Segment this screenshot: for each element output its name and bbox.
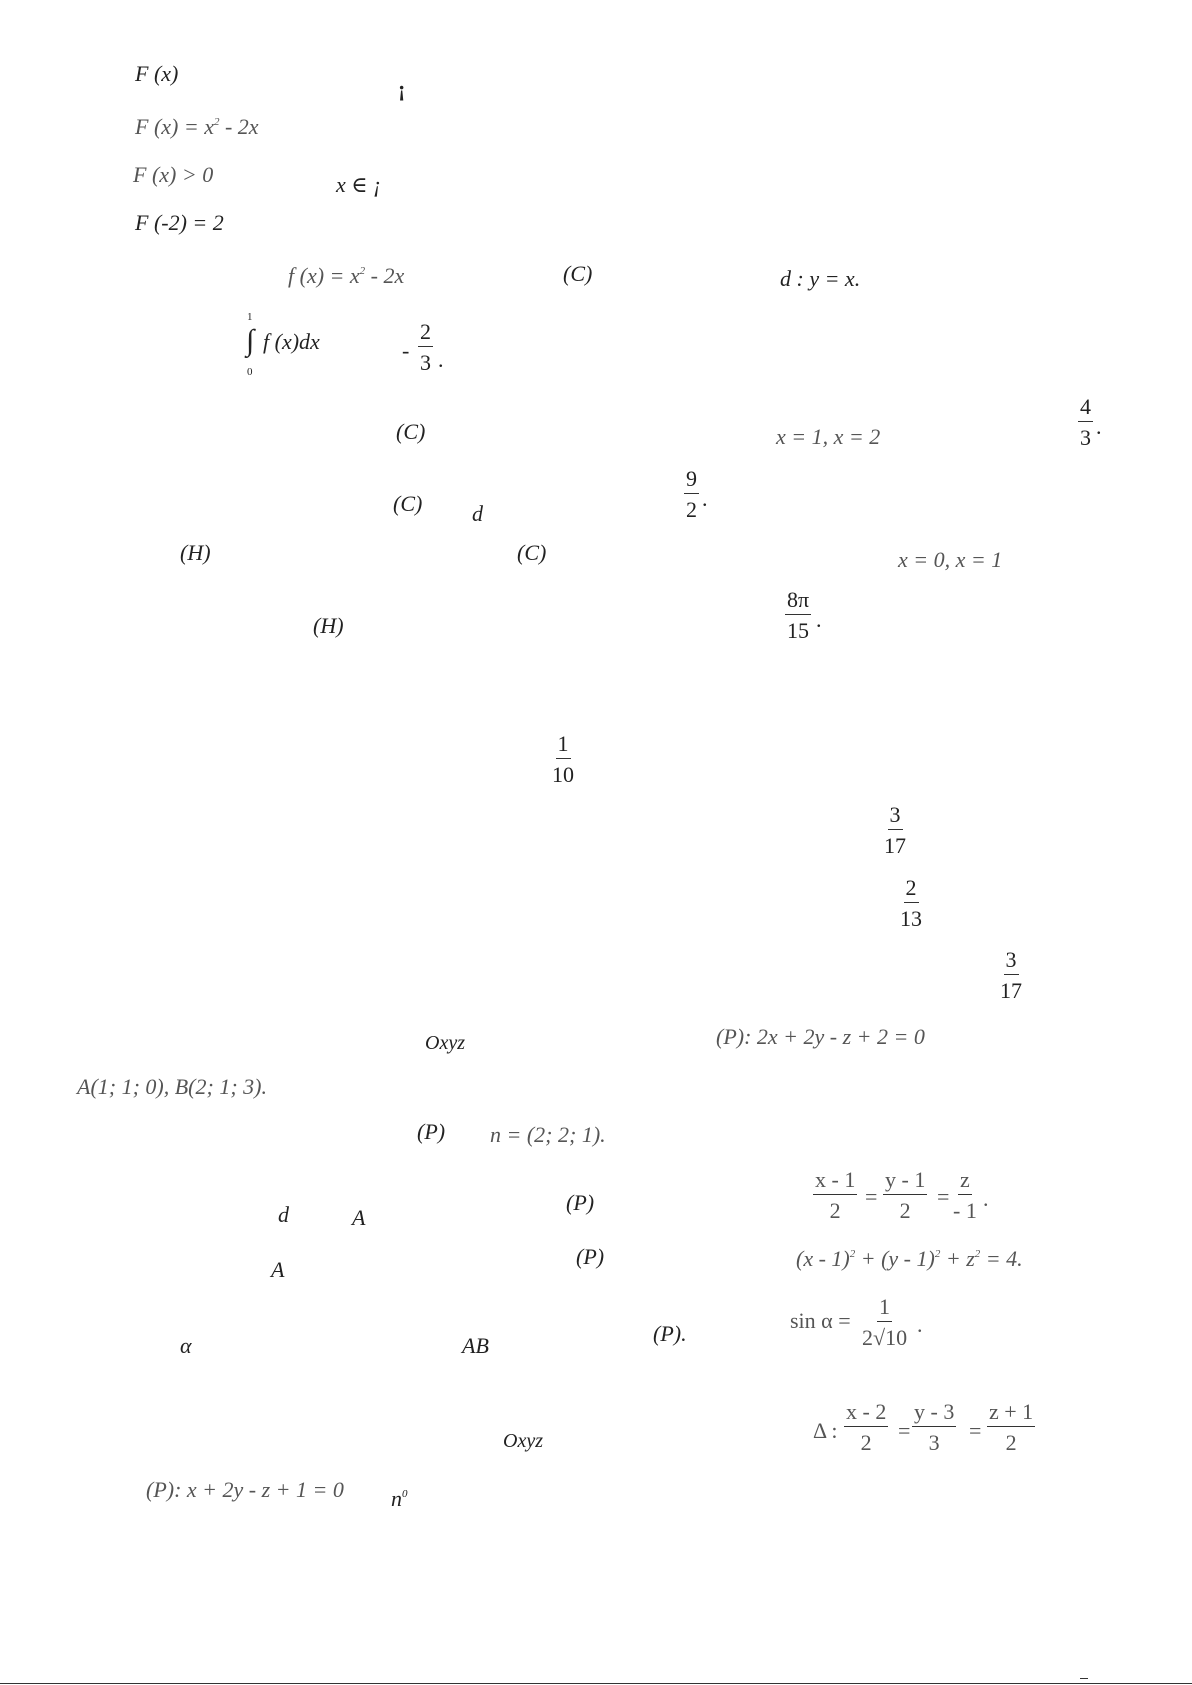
text: AB [462, 1333, 489, 1358]
expr-coordinate-system [503, 1431, 543, 1451]
text: d [278, 1202, 289, 1227]
text: + (y - 1) [855, 1246, 935, 1271]
period [1096, 414, 1102, 440]
text: - [402, 338, 410, 363]
denominator: 17 [884, 833, 906, 858]
denominator: 2 [686, 497, 697, 522]
integral-upper-limit [247, 311, 253, 323]
fraction-delta-y [912, 1401, 956, 1454]
denominator: 2 [1005, 1430, 1017, 1455]
fraction-two-thirteenths [900, 877, 922, 930]
numerator: 9 [684, 468, 699, 494]
text: (x - 1) [796, 1246, 850, 1271]
page-bottom-rule [0, 1683, 1192, 1684]
numerator: 1 [877, 1296, 892, 1322]
denominator: 3 [928, 1430, 940, 1455]
fraction-one-tenth [552, 733, 574, 786]
text: 0 [247, 366, 253, 378]
superscript: 2 [359, 265, 366, 277]
expr-line-d [780, 268, 860, 290]
text: = [937, 1184, 950, 1209]
text: x ∈ ¡ [336, 172, 382, 197]
text: (P) [576, 1244, 605, 1269]
denominator: 13 [900, 906, 922, 931]
text: x = 1, x = 2 [776, 424, 881, 449]
text: α [180, 1333, 192, 1358]
numerator: 8π [785, 589, 811, 615]
expr-curve-C [517, 542, 546, 564]
denominator: 10 [552, 762, 574, 787]
expr-plane-P [417, 1121, 445, 1143]
expr-vector-n [391, 1488, 408, 1510]
text: ∫ [246, 324, 255, 357]
expr-x-bounds [776, 426, 880, 448]
text: (C) [396, 419, 426, 444]
expr-curve-C [563, 263, 592, 285]
numerator: 2 [418, 321, 433, 347]
text: f (x)dx [263, 329, 320, 354]
expr-F-equals [135, 116, 259, 138]
fraction-delta-z [987, 1401, 1035, 1454]
superscript: 2 [934, 1248, 941, 1260]
text: ¡ [398, 76, 406, 101]
fraction-eight-pi-fifteenths [785, 589, 811, 642]
denominator: 2 [860, 1430, 872, 1455]
period [983, 1186, 989, 1212]
text: n [391, 1486, 402, 1511]
text: F (-2) = 2 [135, 210, 224, 235]
text: (C) [517, 540, 547, 565]
integral-integrand [263, 331, 320, 353]
numerator: z + 1 [987, 1401, 1035, 1427]
equals-sign [898, 1418, 910, 1444]
text: . [1096, 414, 1102, 439]
fraction-four-thirds [1078, 396, 1093, 449]
expr-curve-C [396, 421, 425, 443]
text: d [472, 501, 483, 526]
fraction-three-seventeenths [1000, 949, 1022, 1002]
text: A [271, 1257, 285, 1282]
minus-sign [402, 340, 409, 362]
text: f (x) = x [288, 263, 360, 288]
expr-segment-AB [462, 1335, 489, 1357]
text: A [352, 1205, 366, 1230]
integral-lower-limit [247, 366, 253, 378]
text: n = (2; 2; 1). [490, 1122, 606, 1147]
denominator: 2√10 [862, 1325, 908, 1350]
text: (P): x + 2y - z + 1 = 0 [146, 1477, 344, 1502]
text: x = 0, x = 1 [898, 547, 1003, 572]
expr-line-delta [813, 1420, 838, 1442]
period [917, 1312, 923, 1338]
text: (P). [653, 1321, 687, 1346]
expr-plane-P [566, 1192, 594, 1214]
text: F (x) > 0 [133, 162, 214, 187]
numerator: y - 1 [883, 1169, 927, 1195]
expr-normal-vector [490, 1124, 606, 1146]
expr-F-positive [133, 164, 213, 186]
numerator: 2 [904, 877, 919, 903]
text: (P) [566, 1190, 595, 1215]
expr-angle-alpha [180, 1335, 192, 1357]
integral-sign [246, 324, 254, 358]
numerator: 3 [888, 804, 903, 830]
numerator: 3 [1004, 949, 1019, 975]
text: . [983, 1186, 989, 1211]
text: (H) [313, 613, 344, 638]
fraction-line-z [953, 1169, 977, 1222]
expr-curve-C [393, 493, 422, 515]
superscript: 2 [849, 1248, 856, 1260]
numerator: 1 [556, 733, 571, 759]
denominator: 15 [787, 618, 810, 643]
expr-points-A-B [77, 1076, 267, 1098]
expr-plane-P [576, 1246, 604, 1268]
equals-sign [969, 1418, 981, 1444]
expr-F-of-x [135, 63, 178, 85]
symbol-reals [398, 78, 405, 100]
text: Oxyz [425, 1032, 465, 1054]
fraction-line-x [813, 1169, 857, 1222]
text: . [438, 347, 444, 372]
text: (P): 2x + 2y - z + 2 = 0 [716, 1024, 925, 1049]
text: = [969, 1418, 982, 1443]
fraction-line-y [883, 1169, 927, 1222]
text: 1 [247, 311, 253, 323]
period [816, 607, 822, 633]
expr-sin-alpha [790, 1310, 851, 1332]
denominator: 3 [420, 350, 431, 375]
expr-point-A [352, 1207, 365, 1229]
expr-F-minus-two [135, 212, 224, 234]
superscript: 0 [402, 1488, 408, 1500]
period [702, 486, 708, 512]
numerator: x - 1 [813, 1169, 857, 1195]
superscript: 2 [974, 1248, 981, 1260]
expr-line-d [472, 503, 483, 525]
numerator: z [958, 1169, 972, 1195]
text: A(1; 1; 0), B(2; 1; 3). [77, 1074, 267, 1099]
equals-sign [937, 1184, 949, 1210]
period [438, 347, 444, 373]
expr-plane-P-equation [146, 1479, 344, 1501]
text: - 2x [219, 114, 259, 139]
expr-f-equals [288, 265, 404, 287]
text: sin α = [790, 1308, 851, 1333]
denominator: 2 [899, 1198, 911, 1223]
text: F (x) [135, 61, 179, 86]
expr-x-in-reals [336, 174, 382, 196]
denominator: 2 [829, 1198, 841, 1223]
expr-x-bounds [898, 549, 1002, 571]
text: Δ : [813, 1418, 838, 1443]
text: + z [940, 1246, 975, 1271]
text: . [702, 486, 708, 511]
expr-plane-P [716, 1026, 925, 1048]
expr-point-A [271, 1259, 284, 1281]
text: = [898, 1418, 911, 1443]
text: = [865, 1184, 878, 1209]
numerator: y - 3 [912, 1401, 956, 1427]
text: . [917, 1312, 923, 1337]
fraction-nine-halves [684, 468, 699, 521]
text: . [816, 607, 822, 632]
expr-plane-P [653, 1323, 687, 1345]
text: Oxyz [503, 1430, 543, 1452]
text: = 4. [980, 1246, 1023, 1271]
fraction-three-seventeenths [884, 804, 906, 857]
text: (C) [563, 261, 593, 286]
equals-sign [865, 1184, 877, 1210]
text: (C) [393, 491, 423, 516]
fraction-delta-x [844, 1401, 888, 1454]
text: F (x) = x [135, 114, 214, 139]
page-corner-mark [1080, 1678, 1088, 1679]
text: d : y = x. [780, 266, 861, 291]
expr-sphere-equation [796, 1248, 1023, 1270]
superscript: 2 [213, 116, 220, 128]
denominator: 17 [1000, 978, 1022, 1003]
text: (H) [180, 540, 211, 565]
denominator: - 1 [953, 1198, 977, 1223]
denominator: 3 [1080, 425, 1091, 450]
expr-line-d [278, 1204, 289, 1226]
expr-region-H [180, 542, 211, 564]
fraction-two-thirds [418, 321, 433, 374]
fraction-sine-value [862, 1296, 907, 1349]
text: - 2x [365, 263, 405, 288]
expr-region-H [313, 615, 344, 637]
numerator: 4 [1078, 396, 1093, 422]
text: (P) [417, 1119, 446, 1144]
expr-coordinate-system [425, 1033, 465, 1053]
numerator: x - 2 [844, 1401, 888, 1427]
